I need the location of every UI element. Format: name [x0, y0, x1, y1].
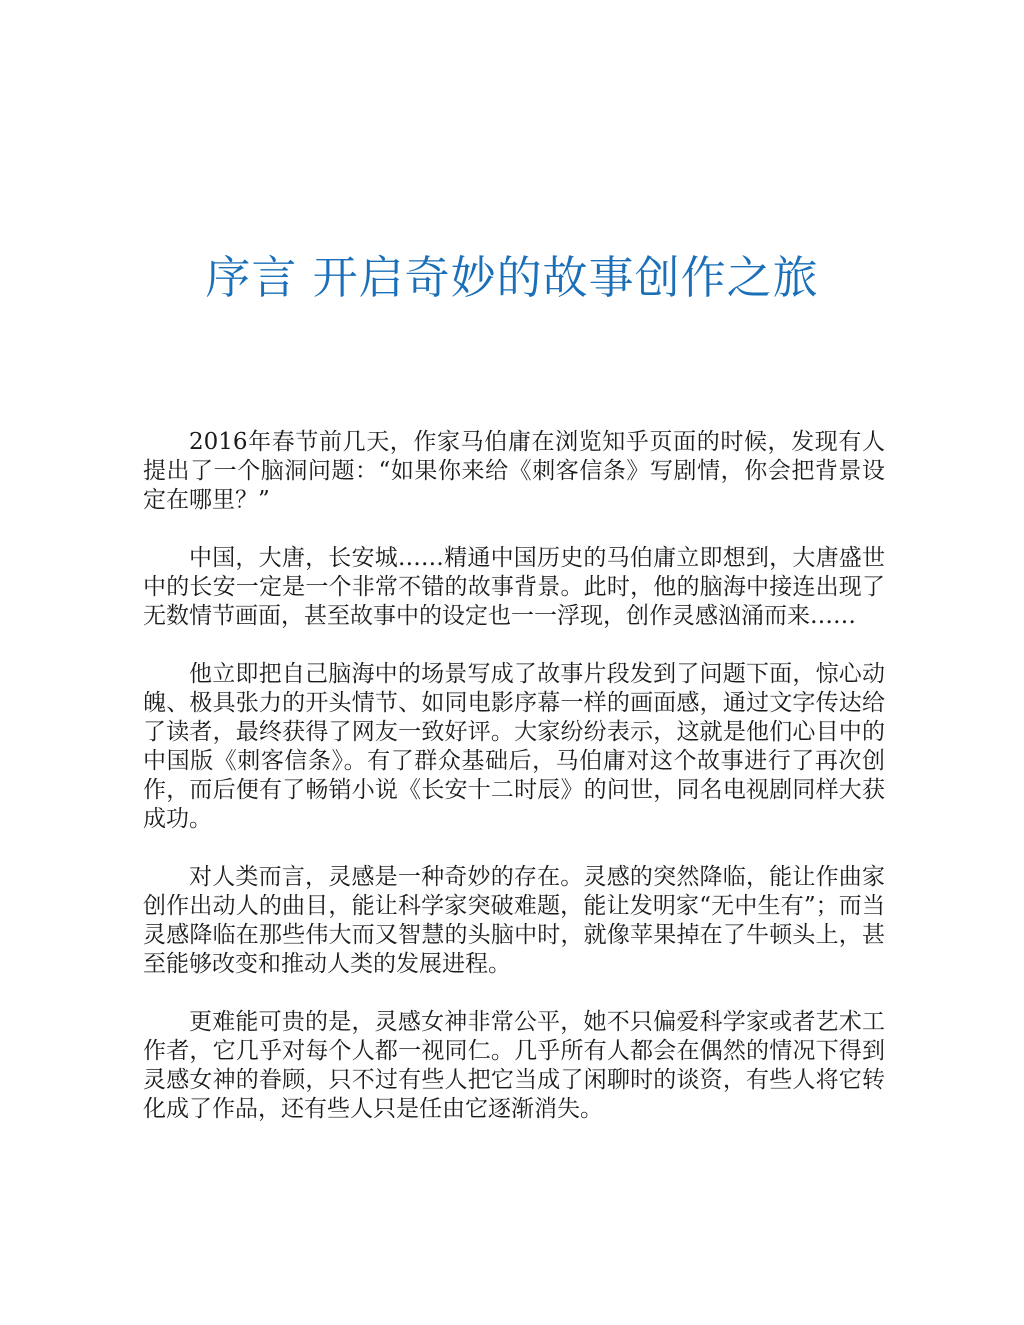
- paragraph: 中国，大唐，长安城……精通中国历史的马伯庸立即想到，大唐盛世中的长安一定是一个非常不错的故事背景。此时，他的脑海中接连出现了无数情节画面，甚至故事中的设定也一一浮现，创作灵感汹涌而来……: [143, 545, 885, 629]
- paragraph: 他立即把自己脑海中的场景写成了故事片段发到了问题下面，惊心动魄、极具张力的开头情节、如同电影序幕一样的画面感，通过文字传达给了读者，最终获得了网友一致好评。大家纷纷表示，这就是他们心目中的中国版《刺客信条》。有了群众基础后，马伯庸对这个故事进行了再次创作，而后便有了畅销小说《长安十二时辰》的问世，同名电视剧同样大获成功。: [143, 661, 885, 832]
- page-title: 序言 开启奇妙的故事创作之旅: [205, 251, 819, 304]
- paragraph: 2016年春节前几天，作家马伯庸在浏览知乎页面的时候，发现有人提出了一个脑洞问题：“如果你来给《刺客信条》写剧情，你会把背景设定在哪里？”: [143, 429, 885, 513]
- paragraph: 对人类而言，灵感是一种奇妙的存在。灵感的突然降临，能让作曲家创作出动人的曲目，能让科学家突破难题，能让发明家“无中生有”；而当灵感降临在那些伟大而又智慧的头脑中时，就像苹果掉在了牛顿头上，甚至能够改变和推动人类的发展进程。: [143, 864, 885, 977]
- paragraph: 更难能可贵的是，灵感女神非常公平，她不只偏爱科学家或者艺术工作者，它几乎对每个人都一视同仁。几乎所有人都会在偶然的情况下得到灵感女神的眷顾，只不过有些人把它当成了闲聊时的谈资，有些人将它转化成了作品，还有些人只是任由它逐渐消失。: [143, 1009, 885, 1122]
- body-text: [143, 428, 885, 1153]
